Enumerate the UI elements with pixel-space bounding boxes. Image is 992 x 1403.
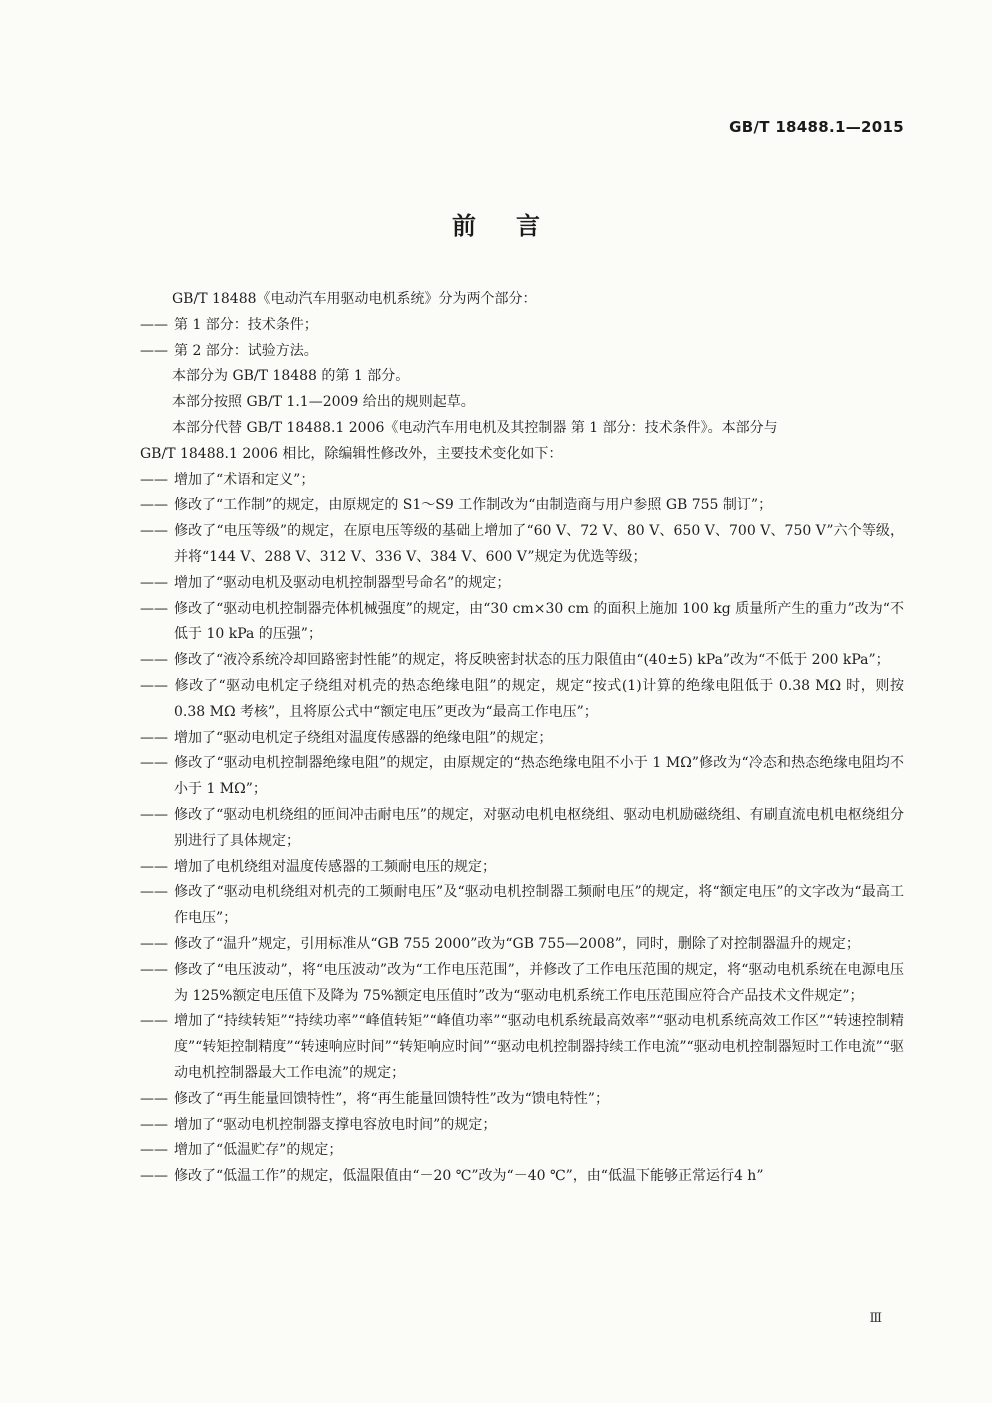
part-item: —— 第 1 部分：技术条件； (140, 316, 318, 333)
change-item: —— 修改了“电压波动”，将“电压波动”改为“工作电压范围”，并修改了工作电压范围的规定，将“驱动电机系统在电源电压为 125%额定电压值下及降为 75%额定电压值时”改为“驱动电机系统工作电压范围应符合产品技术文件规定”； (140, 961, 904, 1004)
scope-paragraph: 本部分为 GB/T 18488 的第 1 部分。 (172, 368, 410, 385)
change-item: —— 增加了“低温贮存”的规定； (140, 1142, 343, 1159)
change-item: —— 修改了“驱动电机控制器壳体机械强度”的规定，由“30 cm×30 cm 的面积上施加 100 kg 质量所产生的重力”改为“不低于 10 kPa 的压强”； (140, 600, 904, 643)
drafting-paragraph: 本部分按照 GB/T 1.1—2009 给出的规则起草。 (172, 394, 475, 411)
change-item: —— 增加了“持续转矩”“持续功率”“峰值转矩”“峰值功率”“驱动电机系统最高效率”“驱动电机系统高效工作区”“转速控制精度”“转矩控制精度”“转速响应时间”“转矩响应时间”“驱动电机控制器持续工作电流”“驱动电机控制器短时工作电流”“驱动电机控制器最大工作电流”的规定； (140, 1013, 904, 1081)
change-item: —— 增加了“驱动电机定子绕组对温度传感器的绝缘电阻”的规定； (140, 729, 553, 746)
change-item: —— 修改了“液冷系统冷却回路密封性能”的规定，将反映密封状态的压力限值由“(40±5) kPa”改为“不低于 200 kPa”； (140, 652, 890, 669)
page-title: 前言 (452, 212, 580, 240)
replacement-paragraph: 本部分代替 GB/T 18488.1 2006《电动汽车用电机及其控制器 第 1 部分：技术条件》。本部分与 (172, 419, 778, 436)
change-item: —— 修改了“电压等级”的规定，在原电压等级的基础上增加了“60 V、72 V、80 V、650 V、700 V、750 V”六个等级，并将“144 V、288 V、312 V、336 V、384 V、600 V”规定为优选等级； (140, 523, 904, 565)
change-item: —— 增加了“驱动电机及驱动电机控制器型号命名”的规定； (140, 574, 511, 591)
intro-paragraph: GB/T 18488《电动汽车用驱动电机系统》分为两个部分： (172, 291, 537, 307)
change-item: —— 修改了“驱动电机控制器绝缘电阻”的规定，由原规定的“热态绝缘电阻不小于 1 MΩ”修改为“冷态和热态绝缘电阻均不小于 1 MΩ”； (140, 755, 904, 798)
document-body (140, 287, 904, 1190)
changes-intro-paragraph: GB/T 18488.1 2006 相比，除编辑性修改外，主要技术变化如下： (140, 445, 563, 462)
change-item: —— 修改了“低温工作”的规定，低温限值由“－20 ℃”改为“－40 ℃”，由“低温下能够正常运行4 h” (140, 1168, 764, 1185)
change-item: —— 修改了“工作制”的规定，由原规定的 S1～S9 工作制改为“由制造商与用户参照 GB 755 制订”； (140, 497, 773, 514)
change-item: —— 修改了“再生能量回馈特性”，将“再生能量回馈特性”改为“馈电特性”； (140, 1090, 609, 1107)
change-item: —— 增加了“术语和定义”； (140, 471, 315, 488)
change-item: —— 修改了“驱动电机定子绕组对机壳的热态绝缘电阻”的规定，规定“按式(1)计算的绝缘电阻低于 0.38 MΩ 时，则按 0.38 MΩ 考核”，且将原公式中“额定电压”更改为“最高工作电压”； (140, 677, 904, 720)
page-number: Ⅲ (869, 1311, 882, 1326)
standard-code: GB/T 18488.1—2015 (729, 118, 904, 136)
change-item: —— 修改了“温升”规定，引用标准从“GB 755 2000”改为“GB 755—2008”，同时，删除了对控制器温升的规定； (140, 935, 860, 952)
change-item: —— 增加了电机绕组对温度传感器的工频耐电压的规定； (140, 858, 496, 875)
part-item: —— 第 2 部分：试验方法。 (140, 342, 318, 359)
change-item: —— 修改了“驱动电机绕组的匝间冲击耐电压”的规定，对驱动电机电枢绕组、驱动电机励磁绕组、有刷直流电机电枢绕组分别进行了具体规定； (140, 806, 904, 849)
change-item: —— 修改了“驱动电机绕组对机壳的工频耐电压”及“驱动电机控制器工频耐电压”的规定，将“额定电压”的文字改为“最高工作电压”； (140, 884, 904, 927)
change-item: —— 增加了“驱动电机控制器支撑电容放电时间”的规定； (140, 1116, 497, 1133)
